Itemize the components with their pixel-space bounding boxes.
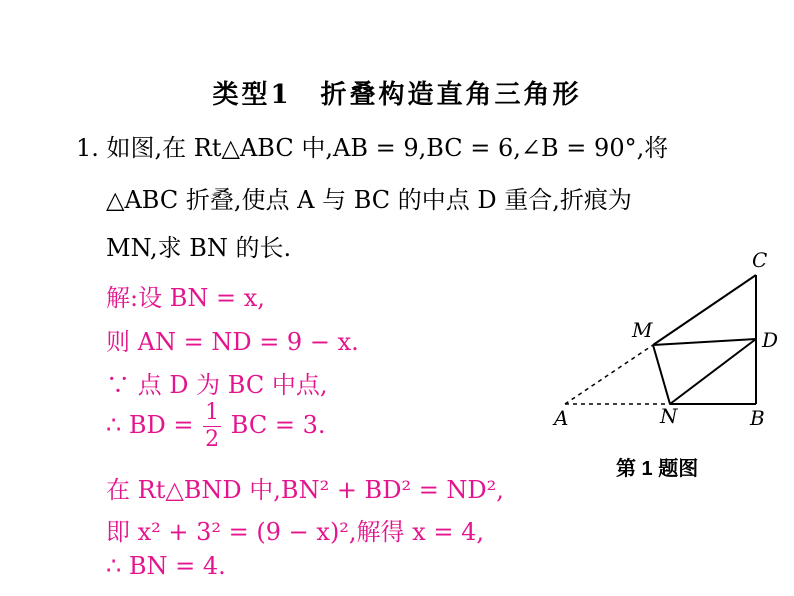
solution-line-2: 则 AN = ND = 9 − x. (106, 328, 359, 356)
problem-line-1: 1. 如图,在 Rt△ABC 中,AB = 9,BC = 6,∠B = 90°,将 (76, 134, 669, 162)
label-a: A (554, 406, 569, 430)
problem-line-3: MN,求 BN 的长. (106, 234, 292, 262)
segment-md (653, 339, 756, 345)
triangle-figure (540, 245, 790, 445)
fraction-numerator: 1 (205, 400, 220, 425)
solution-line-7: ∴ BN = 4. (106, 552, 226, 580)
fraction-one-half (203, 402, 221, 451)
solution-line-1: 解:设 BN = x, (106, 284, 265, 312)
solution-line-4-prefix: ∴ BD = (106, 411, 194, 439)
solution-line-6: 即 x² + 3² = (9 − x)²,解得 x = 4, (106, 518, 484, 546)
label-d: D (762, 328, 779, 352)
figure-caption: 第 1 题图 (616, 458, 699, 480)
fold-line-am (565, 345, 653, 404)
label-n: N (660, 404, 678, 428)
side-mc (653, 275, 756, 345)
solution-line-5: 在 Rt△BND 中,BN² + BD² = ND², (106, 476, 504, 504)
solution-line-3: ∵ 点 D 为 BC 中点, (106, 371, 328, 399)
crease-mn (653, 345, 670, 404)
segment-nd (670, 339, 756, 404)
fraction-denominator: 2 (205, 427, 220, 452)
solution-line-4 (106, 402, 326, 451)
label-b: B (750, 406, 765, 430)
section-heading: 类型1 折叠构造直角三角形 (212, 80, 582, 110)
solution-line-4-suffix: BC = 3. (230, 411, 326, 439)
label-c: C (752, 248, 768, 272)
problem-line-2: △ABC 折叠,使点 A 与 BC 的中点 D 重合,折痕为 (106, 186, 632, 214)
label-m: M (632, 318, 653, 342)
